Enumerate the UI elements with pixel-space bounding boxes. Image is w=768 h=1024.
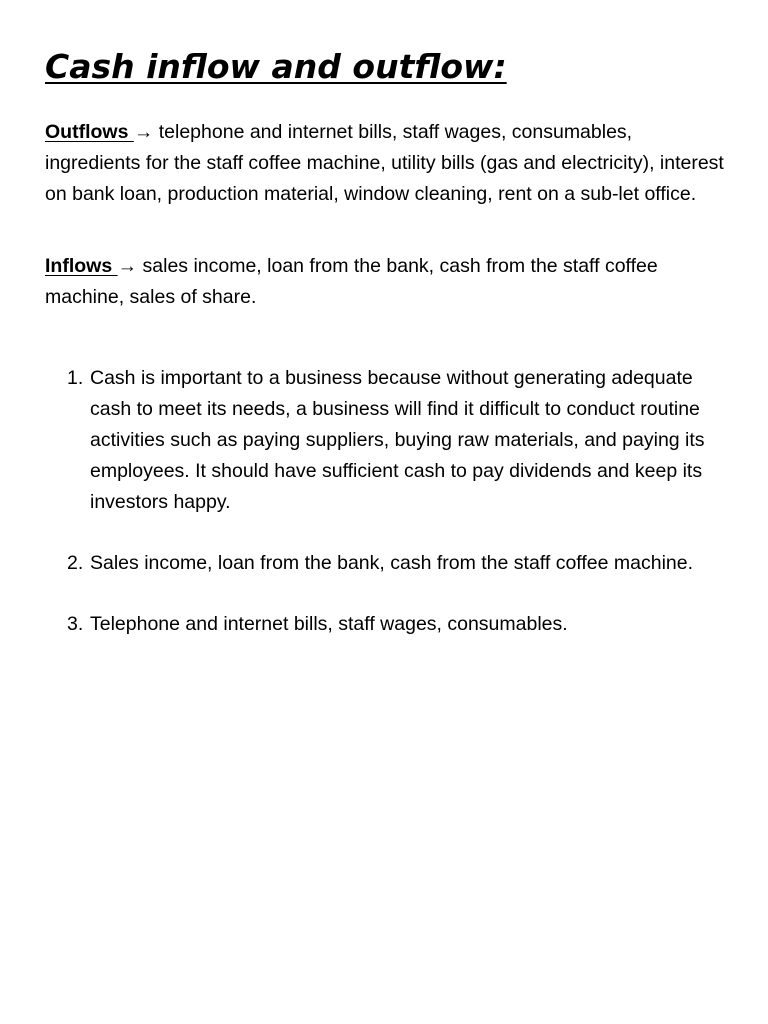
list-item bbox=[45, 548, 725, 579]
inflows-paragraph bbox=[45, 251, 725, 313]
inflows-label: Inflows bbox=[45, 255, 118, 277]
list-item-number: 2. bbox=[67, 552, 84, 574]
list-item-number: 1. bbox=[67, 367, 84, 389]
outflows-label: Outflows bbox=[45, 121, 134, 143]
arrow-icon: → bbox=[117, 255, 138, 277]
list-item-text: Cash is important to a business because without generating adequate cash to meet its needs, a business will find it difficult to conduct routine activities such as paying suppliers, buying raw materials, and paying its employees. It should have sufficient cash to pay dividends and keep its investors happy. bbox=[90, 367, 705, 513]
outflows-paragraph bbox=[45, 117, 725, 210]
outflows-text: telephone and internet bills, staff wages, consumables, ingredients for the staff coffee machine, utility bills (gas and electricity), interest on bank loan, production material, window cleaning, rent on a sub-let office. bbox=[45, 121, 724, 205]
answers-list bbox=[45, 363, 725, 670]
list-item-number: 3. bbox=[67, 613, 84, 635]
inflows-text: sales income, loan from the bank, cash from the staff coffee machine, sales of share. bbox=[45, 255, 658, 308]
page-title: Cash inflow and outflow: bbox=[45, 47, 507, 86]
list-item-text: Telephone and internet bills, staff wages, consumables. bbox=[90, 613, 568, 635]
list-item-text: Sales income, loan from the bank, cash from the staff coffee machine. bbox=[90, 552, 694, 574]
list-item bbox=[45, 363, 725, 518]
arrow-icon: → bbox=[133, 121, 154, 143]
list-item bbox=[45, 609, 725, 640]
